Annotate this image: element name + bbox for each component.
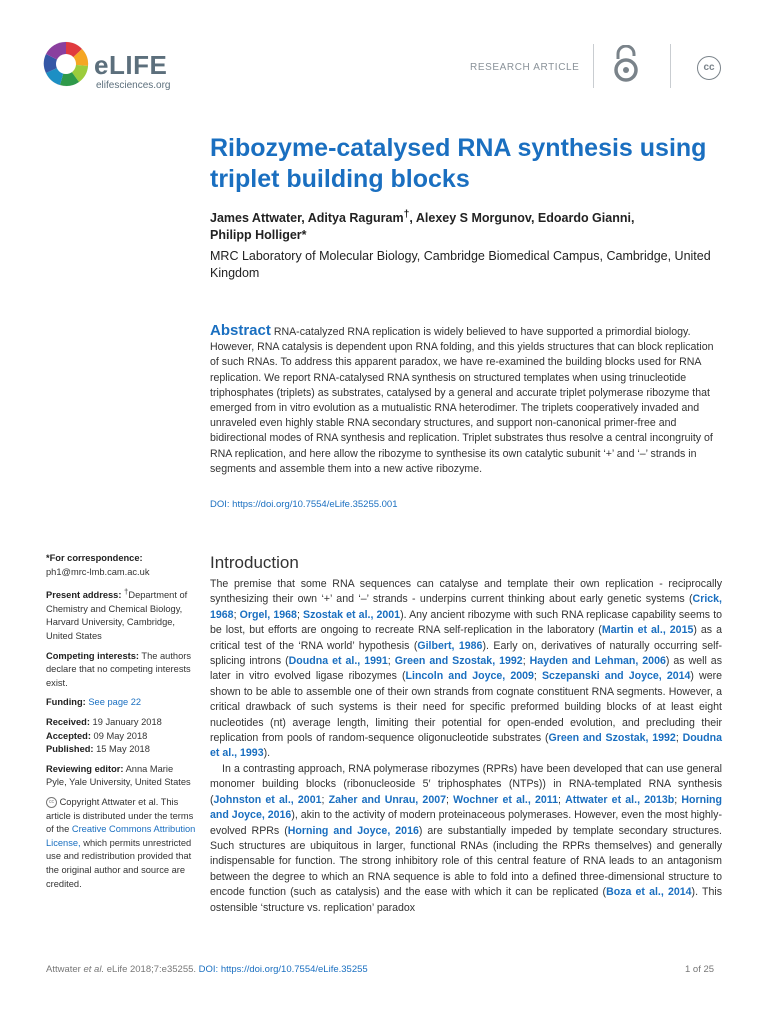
accepted-date: 09 May 2018: [93, 730, 148, 741]
body-text-run: The premise that some RNA sequences can catalyse and template their own replication - reciprocally synthesizing their own ‘+’ and ‘–’ strands - underpins current thinking about early genetic systems (: [210, 578, 722, 606]
introduction-body: [210, 577, 722, 916]
citation-link[interactable]: Gilbert, 1986: [417, 639, 483, 652]
footer-author: Attwater: [46, 964, 81, 975]
body-text-run: ;: [296, 608, 303, 621]
competing-interests-label: Competing interests:: [46, 650, 139, 661]
header-divider: [593, 44, 594, 88]
body-text-run: ).: [263, 747, 271, 760]
body-text-run: ). This ostensible ‘structure vs. replication’ paradox: [210, 886, 722, 914]
brand-name[interactable]: eLIFE: [94, 50, 168, 80]
citation-link[interactable]: Doudna et al., 1991: [288, 655, 388, 668]
competing-interests-text: The authors declare that no competing interests exist.: [46, 650, 192, 688]
introduction-paragraph: [210, 577, 722, 762]
affiliation: MRC Laboratory of Molecular Biology, Cambridge Biomedical Campus, Cambridge, United Kingdom: [210, 249, 711, 280]
citation-link[interactable]: Horning and Joyce, 2016: [210, 793, 722, 822]
page-number: 1 of 25: [685, 964, 715, 975]
header-divider: [670, 44, 671, 88]
author-list: [210, 206, 730, 244]
body-text-run: In a contrasting approach, RNA polymerase ribozymes (RPRs) have been developed that can use general monomer building blocks (ribonucleoside 5′ triphosphates (NTPs)) in RNA-templated RNA synthesis (: [210, 762, 722, 806]
citation-link[interactable]: Szostak et al., 2001: [303, 608, 401, 621]
authors-line1-suffix: , Alexey S Morgunov, Edoardo Gianni,: [409, 211, 635, 226]
abstract: [210, 323, 722, 477]
citation-link[interactable]: Doudna et al., 1993: [210, 732, 722, 760]
received-label: Received:: [46, 717, 90, 728]
body-text-run: ) as well as later in vitro evolved ligase ribozymes (: [210, 655, 722, 683]
present-address-dagger: †: [124, 587, 129, 597]
citation-link[interactable]: Hayden and Lehman, 2006: [529, 655, 666, 668]
funding-link[interactable]: See page 22: [88, 697, 142, 708]
license-link[interactable]: Creative Commons Attribution License,: [46, 824, 196, 848]
article-sidebar: [46, 552, 196, 897]
copyright-text: Copyright Attwater et al. This article is distributed under the terms of the: [46, 797, 194, 835]
abstract-heading: Abstract: [210, 322, 271, 339]
body-text-run: ;: [533, 670, 542, 683]
body-text-run: ;: [321, 793, 329, 806]
body-text-run: ;: [557, 793, 566, 806]
reviewing-editor-text: Anna Marie Pyle, Yale University, United States: [46, 763, 191, 788]
citation-link[interactable]: Crick, 1968: [210, 593, 722, 621]
footer-journal: eLife 2018;7:e35255.: [106, 964, 197, 975]
accepted-label: Accepted:: [46, 730, 91, 741]
copyright-cc-icon: cc: [46, 797, 57, 808]
citation-link[interactable]: Lincoln and Joyce, 2009: [405, 670, 534, 683]
body-text-run: ) are substantially impeded by template secondary structures. Such structures are ubiquitous in larger, functional RNAs (including the RPRs themselves) and generally indispensable for function. The strong inhibitory role of this central feature of RNA leads to an antagonism between the degree to which an RNA sequence is able to fold into a defined three-dimensional structure to encode function (such as catalysis) and the ease with which it can be replicated (: [210, 824, 722, 899]
body-text-run: ), akin to the activity of modern proteinaceous polymerases. However, even the most highly-evolved RPRs (: [210, 809, 722, 837]
cc-label: cc: [703, 62, 715, 73]
license-text: which permits unrestricted use and redistribution provided that the original author and source are credited.: [46, 837, 192, 889]
elife-logo-icon[interactable]: [42, 40, 90, 88]
body-text-run: ;: [233, 608, 240, 621]
brand-url[interactable]: elifesciences.org: [96, 80, 171, 91]
published-date: 15 May 2018: [96, 744, 150, 755]
body-text-run: ;: [387, 655, 395, 668]
abstract-text: RNA-catalyzed RNA replication is widely believed to have supported a primordial biology. However, RNA catalysis is dependent upon RNA folding, and this yields structures that can block replication of such RNAs. To address this apparent paradox, we have re-examined the building blocks used for RNA replication. We report RNA-catalysed RNA synthesis on structured templates when using trinucleotide triphosphates (triplets) as substrates, catalysed by a general and accurate triplet polymerase ribozyme that emerged from in vitro evolution as a mutualistic RNA heterodimer. The triplets cooperatively invaded and unraveled even highly stable RNA secondary structures, and support non-canonical primer-free and bidirectional modes of RNA synthesis and replication. Triplet substrates thus resolve a central incongruity of RNA replication, and here allow the ribozyme to synthesise its own catalytic subunit ‘+’ and ‘–’ strands in segments and assemble them into a new active ribozyme.: [210, 326, 714, 475]
citation-link[interactable]: Orgel, 1968: [239, 608, 297, 621]
body-text-run: ) were shown to be able to assemble one of their own strands from cognate constituent RNA segments. However, a critical drawback of such systems is their need for specific preformed building blocks of at least eight nucleotides (nt) average length, limiting their potential for open-ended evolution, and precluding their replication from pools of random-sequence oligonucleotide substrates (: [210, 670, 723, 745]
citation-link[interactable]: Sczepanski and Joyce, 2014: [541, 670, 691, 683]
citation-link[interactable]: Martin et al., 2015: [601, 624, 694, 637]
body-text-run: ). Early on, derivatives of naturally occurring self-splicing introns (: [210, 639, 723, 668]
published-label: Published:: [46, 744, 94, 755]
article-title: Ribozyme-catalysed RNA synthesis using triplet building blocks: [210, 134, 707, 193]
footer-etal: et al.: [83, 964, 105, 975]
citation-link[interactable]: Green and Szostak, 1992: [394, 655, 523, 668]
citation-link[interactable]: Attwater et al., 2013b: [565, 793, 675, 806]
authors-line1-prefix: James Attwater, Aditya Raguram: [210, 211, 404, 226]
author-dagger: †: [403, 209, 410, 220]
present-address-label: Present address:: [46, 590, 122, 601]
body-text-run: ;: [675, 732, 683, 745]
open-access-icon[interactable]: [612, 45, 640, 83]
abstract-doi-link[interactable]: DOI: https://doi.org/10.7554/eLife.35255.001: [210, 499, 398, 510]
citation-link[interactable]: Johnston et al., 2001: [213, 793, 322, 806]
creative-commons-icon[interactable]: [697, 56, 721, 80]
footer-doi-link[interactable]: DOI: https://doi.org/10.7554/eLife.35255: [198, 964, 368, 975]
introduction-paragraph: [210, 762, 722, 916]
reviewing-editor-label: Reviewing editor:: [46, 763, 124, 774]
body-text-run: ). Any ancient ribozyme with such RNA replicase capability seems to be lost, but efforts are ongoing to recreate RNA self-replication in the laboratory (: [210, 608, 723, 637]
body-text-run: ;: [522, 655, 530, 668]
received-date: 19 January 2018: [92, 717, 162, 728]
body-text-run: ;: [446, 793, 454, 806]
citation-link[interactable]: Boza et al., 2014: [606, 886, 692, 899]
correspondence-label: *For correspondence:: [46, 553, 143, 563]
introduction-heading: Introduction: [210, 553, 299, 572]
present-address-text: Department of Chemistry and Chemical Biology, Harvard University, Cambridge, United States: [46, 590, 188, 642]
body-text-run: ;: [674, 793, 682, 806]
citation-link[interactable]: Horning and Joyce, 2016: [287, 824, 419, 837]
citation-link[interactable]: Zaher and Unrau, 2007: [328, 793, 446, 806]
body-text-run: ) as a critical test of the ‘RNA world’ hypothesis (: [210, 624, 723, 652]
article-type-label: RESEARCH ARTICLE: [470, 62, 580, 73]
footer-citation: [46, 964, 368, 975]
citation-link[interactable]: Green and Szostak, 1992: [548, 732, 676, 745]
correspondence-email[interactable]: ph1@mrc-lmb.cam.ac.uk: [46, 566, 150, 577]
authors-line2: Philipp Holliger*: [210, 228, 307, 243]
citation-link[interactable]: Wochner et al., 2011: [453, 793, 558, 806]
funding-label: Funding:: [46, 697, 86, 708]
